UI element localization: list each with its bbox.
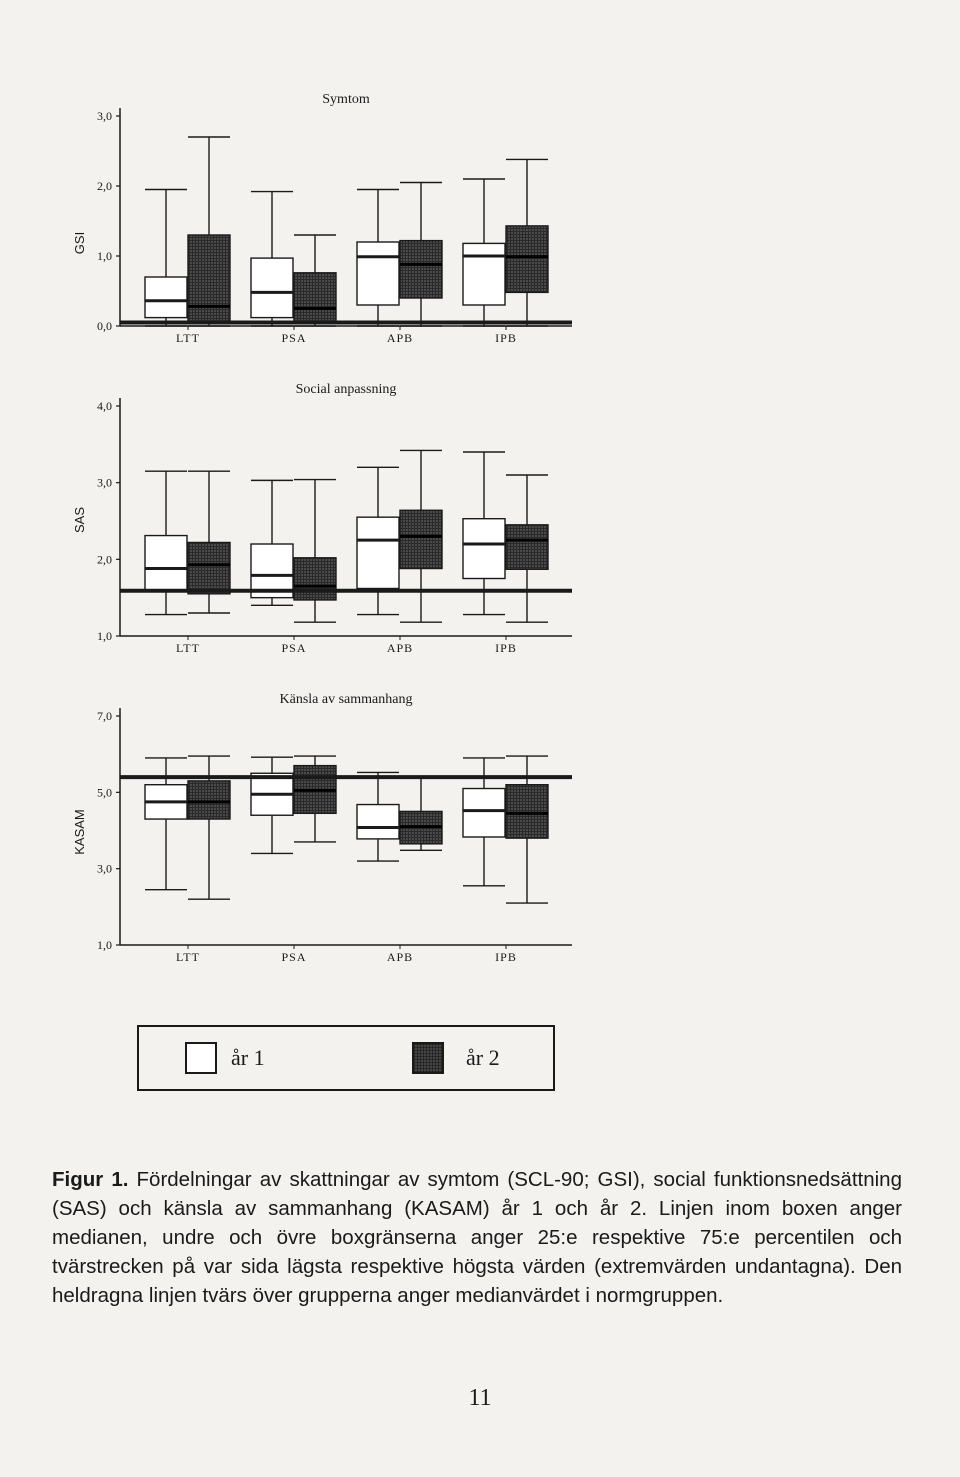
iqr-box xyxy=(506,226,548,293)
iqr-box xyxy=(463,789,505,837)
box-year2-psa xyxy=(294,756,336,842)
iqr-box xyxy=(188,542,230,593)
iqr-box xyxy=(251,258,293,318)
gsi-panel xyxy=(72,92,572,345)
box-year1-ltt xyxy=(145,471,187,614)
y-tick-label: 3,0 xyxy=(97,475,112,490)
iqr-box xyxy=(463,519,505,579)
box-year1-ltt xyxy=(145,190,187,327)
box-year2-apb xyxy=(400,183,442,327)
y-axis-label: KASAM xyxy=(72,809,87,855)
legend xyxy=(137,1025,555,1091)
box-year1-apb xyxy=(357,190,399,327)
iqr-box xyxy=(506,785,548,838)
category-label-ipb: IPB xyxy=(495,950,517,964)
box-year2-psa xyxy=(294,235,336,326)
category-label-ltt: LTT xyxy=(176,641,200,655)
y-axis-label: SAS xyxy=(72,506,87,534)
box-year1-psa xyxy=(251,192,293,326)
caption-text: Fördelningar av skattningar av symtom (SCL-90; GSI), social funktionsnedsättning (SAS) och känsla av sammanhang (KASAM) år 1 och år 2. Linjen inom boxen anger medianen, undre och övre boxgränserna anger 25:e respektive 75:e percentilen och tvärstrecken på var sida lägsta respektive högsta värden (extremvärden undantagna). Den heldragna linjen tvärs över grupperna anger medianvärdet i normgruppen. xyxy=(52,1168,902,1307)
iqr-box xyxy=(357,242,399,305)
box-year2-ipb xyxy=(506,475,548,622)
legend-swatch-year1 xyxy=(185,1042,217,1074)
panel-title: Symtom xyxy=(322,92,370,107)
iqr-box xyxy=(357,517,399,588)
box-year2-ltt xyxy=(188,137,230,326)
category-label-ipb: IPB xyxy=(495,331,517,345)
iqr-box xyxy=(188,235,230,321)
category-label-psa: PSA xyxy=(281,331,307,345)
category-label-ipb: IPB xyxy=(495,641,517,655)
y-tick-label: 2,0 xyxy=(97,552,112,567)
y-tick-label: 4,0 xyxy=(97,399,112,413)
y-tick-label: 5,0 xyxy=(97,785,112,800)
y-axis-label: GSI xyxy=(72,231,87,255)
page-number: 11 xyxy=(468,1385,492,1411)
iqr-box xyxy=(463,243,505,305)
category-label-apb: APB xyxy=(386,641,414,655)
box-year1-psa xyxy=(251,757,293,853)
box-year2-psa xyxy=(294,480,336,623)
iqr-box xyxy=(145,277,187,318)
iqr-box xyxy=(506,525,548,569)
box-year2-apb xyxy=(400,776,442,850)
legend-swatch-year2 xyxy=(412,1042,444,1074)
box-year2-apb xyxy=(400,450,442,622)
kasam-panel xyxy=(72,692,572,964)
category-label-psa: PSA xyxy=(281,641,307,655)
legend-label-year2: år 2 xyxy=(466,1045,500,1070)
iqr-box xyxy=(400,510,442,568)
y-tick-label: 3,0 xyxy=(97,109,112,123)
category-label-ltt: LTT xyxy=(176,331,200,345)
panel-title: Känsla av sammanhang xyxy=(279,692,413,707)
category-label-psa: PSA xyxy=(281,950,307,964)
y-tick-label: 3,0 xyxy=(97,861,112,876)
y-tick-label: 7,0 xyxy=(97,709,112,723)
iqr-box xyxy=(294,558,336,600)
box-year1-psa xyxy=(251,480,293,605)
box-year1-ipb xyxy=(463,179,505,326)
caption-label: Figur 1. xyxy=(52,1168,129,1191)
box-year1-apb xyxy=(357,772,399,861)
y-tick-label: 0,0 xyxy=(97,319,112,333)
y-tick-label: 1,0 xyxy=(97,938,112,952)
legend-label-year1: år 1 xyxy=(231,1045,265,1070)
iqr-box xyxy=(357,805,399,839)
figure-caption xyxy=(52,1165,902,1310)
y-tick-label: 2,0 xyxy=(97,179,112,193)
panel-title: Social anpassning xyxy=(295,382,397,397)
iqr-box xyxy=(400,241,442,298)
iqr-box xyxy=(145,536,187,590)
iqr-box xyxy=(294,273,336,321)
sas-panel xyxy=(72,382,572,655)
category-label-apb: APB xyxy=(386,950,414,964)
box-year2-ipb xyxy=(506,159,548,326)
y-tick-label: 1,0 xyxy=(97,249,112,263)
iqr-box xyxy=(188,781,230,819)
category-label-ltt: LTT xyxy=(176,950,200,964)
category-label-apb: APB xyxy=(386,331,414,345)
y-tick-label: 1,0 xyxy=(97,629,112,643)
